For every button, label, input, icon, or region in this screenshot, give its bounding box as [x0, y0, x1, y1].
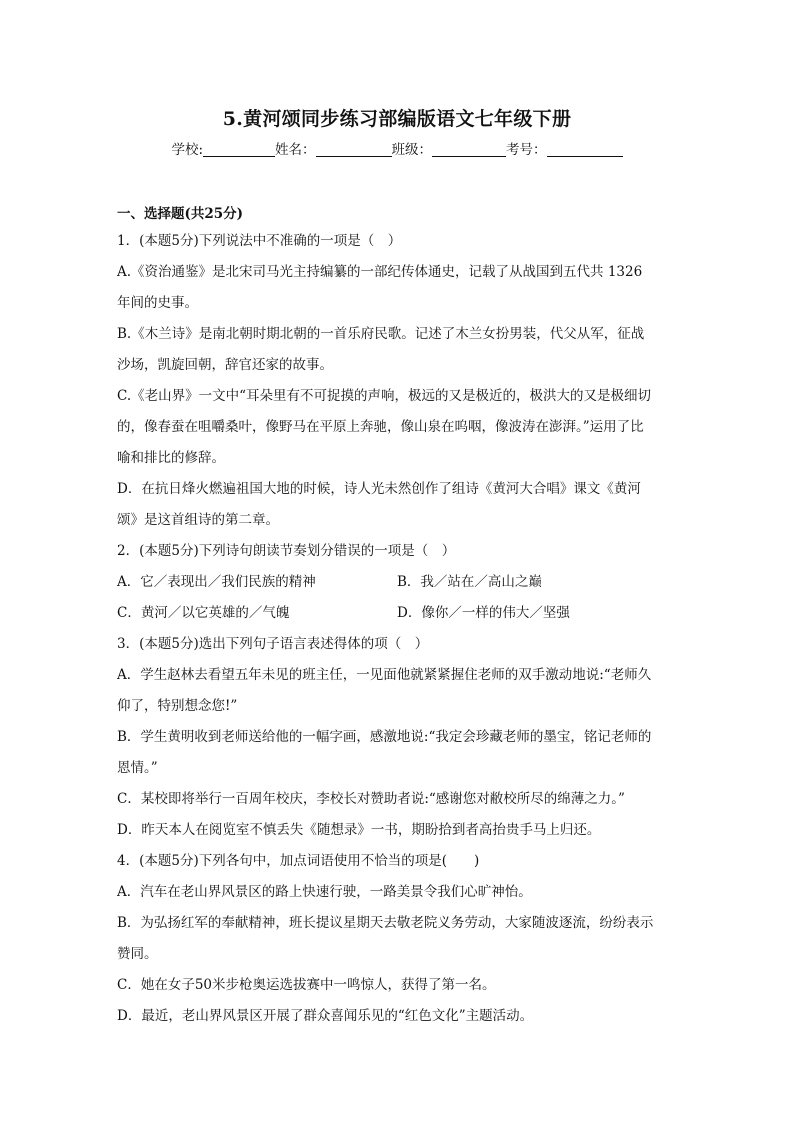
option-c: C．黄河／以它英雄的／气魄	[117, 605, 290, 621]
document-title: 5.黄河颂同步练习部编版语文七年级下册	[222, 108, 572, 130]
option-d: D．在抗日烽火燃遍祖国大地的时候，诗人光未然创作了组诗《黄河大合唱》课文《黄河	[117, 481, 641, 497]
option-b: B．学生黄明收到老师送给他的一幅字画，感激地说:“我定会珍藏老师的墨宝，铭记老师的	[117, 729, 652, 745]
student-info-line	[0, 138, 794, 158]
option-b-cont: 赞同。	[117, 946, 158, 962]
option-a: A．学生赵林去看望五年未见的班主任，一见面他就紧紧握住老师的双手激动地说:“老师久	[117, 667, 652, 683]
option-b: B．为弘扬红军的奉献精神，班长提议星期天去敬老院义务劳动，大家随波逐流，纷纷表示	[117, 915, 654, 931]
option-a: A．汽车在老山界风景区的路上快速行驶，一路美景令我们心旷神怡。	[117, 884, 532, 900]
name-blank[interactable]	[316, 142, 392, 157]
question-stem: 1．(本题5分)下列说法中不准确的一项是（ ）	[117, 233, 402, 249]
questions-body	[117, 226, 677, 1032]
option-c: C．某校即将举行一百周年校庆，李校长对赞助者说:“感谢您对敝校所尽的绵薄之力。”	[117, 791, 625, 807]
option-b-cont: 沙场，凯旋回朝，辞官还家的故事。	[117, 357, 333, 373]
option-c-cont: 喻和排比的修辞。	[117, 450, 225, 466]
options-row	[117, 598, 677, 629]
options-row	[117, 567, 677, 598]
class-blank[interactable]	[432, 142, 506, 157]
option-d: D．昨天本人在阅览室不慎丢失《随想录》一书，期盼拾到者高抬贵手马上归还。	[117, 822, 601, 838]
name-label: 姓名：	[275, 142, 316, 158]
option-a-cont: 仰了，特别想念您!”	[117, 698, 238, 714]
option-c: C．她在女子50米步枪奥运选拔赛中一鸣惊人，获得了第一名。	[117, 977, 496, 993]
class-label: 班级：	[391, 142, 433, 158]
option-a-cont: 年间的史事。	[117, 295, 198, 311]
option-c: C.《老山界》一文中“耳朵里有不可捉摸的声响，极远的又是极近的，极洪大的又是极细切	[117, 388, 652, 404]
question-2	[117, 536, 677, 629]
option-d: D．最近，老山界风景区开展了群众喜闻乐见的“红色文化”主题活动。	[117, 1008, 534, 1024]
exam-number-label: 考号：	[506, 142, 547, 158]
exam-number-blank[interactable]	[547, 142, 623, 157]
question-stem: 4．(本题5分)下列各句中，加点词语使用不恰当的项是( )	[117, 853, 480, 869]
option-d: D．像你／一样的伟大／坚强	[397, 605, 570, 621]
option-a: A．它／表现出／我们民族的精神	[117, 574, 316, 590]
question-stem: 2．(本题5分)下列诗句朗读节奏划分错误的一项是（ ）	[117, 543, 456, 559]
option-b: B.《木兰诗》是南北朝时期北朝的一首乐府民歌。记述了木兰女扮男装，代父从军，征战	[117, 326, 645, 342]
school-blank[interactable]	[203, 142, 275, 157]
section-heading: 一、选择题(共25分)	[117, 206, 244, 222]
option-b-cont: 恩情。”	[117, 760, 158, 776]
school-label: 学校:	[171, 142, 204, 158]
question-1	[117, 226, 677, 536]
option-a: A.《资治通鉴》是北宋司马光主持编纂的一部纪传体通史，记载了从战国到五代共 1326	[117, 264, 643, 280]
question-stem: 3．(本题5分)选出下列句子语言表述得体的项（ ）	[117, 636, 429, 652]
question-4	[117, 846, 677, 1032]
question-3	[117, 629, 677, 846]
option-c-cont: 的，像春蚕在咀嚼桑叶，像野马在平原上奔驰，像山泉在呜咽，像波涛在澎湃。”运用了比	[117, 419, 644, 435]
option-d-cont: 颂》是这首组诗的第二章。	[117, 512, 279, 528]
option-b: B．我／站在／高山之巅	[397, 574, 542, 590]
